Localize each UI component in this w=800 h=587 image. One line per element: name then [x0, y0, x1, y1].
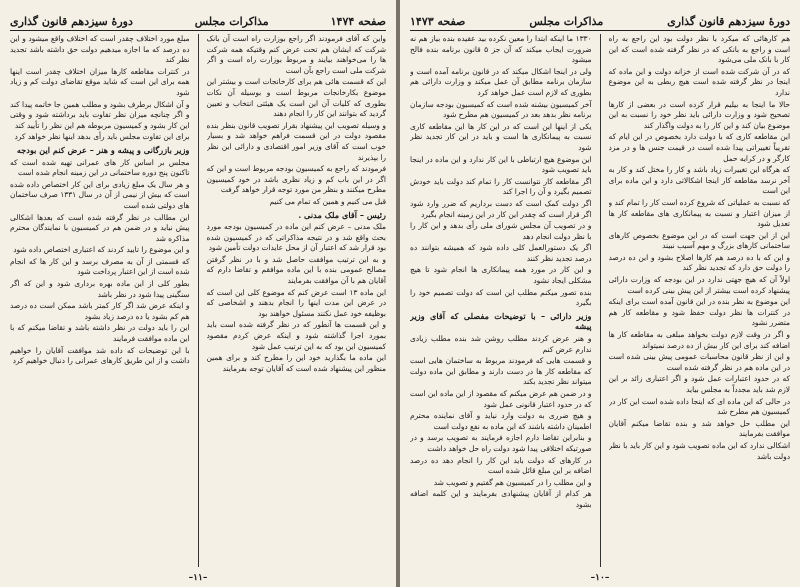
paragraph: این که قسمت هائی هم برای کارخانجات است و بیشتر این موضوع بکارخانجات مربوط است و بوسیله آن نکات بطوری که کلیات آن این است یک هیئتی انتخاب و تعیین گردید که بتوانند این کار را انجام دهند — [206, 77, 386, 119]
page-left — [0, 0, 396, 587]
speaker-heading: وزیر دارائی – با توضیحات مفصلی که آقای وزیر پیشه — [410, 310, 592, 332]
paragraph: این ماده ۱۳ است عرض کنم که موضوع کلی این است که در عرض این مدت اینها را انجام بدهند و اشخاصی که بوظیفه خود عمل نکنند مسئول خواهند بود — [206, 287, 386, 318]
paragraph: که قسمتی از آن به مصرف برسد و این کار ها که انجام شده است از این اعتبار پرداخت شود — [10, 256, 190, 277]
page-header — [410, 8, 790, 31]
paragraph: بنده تصور میکنم مطلب این است که دولت تصمیم خود را بگیرد — [410, 287, 592, 308]
header-title: مذاکرات مجلس — [529, 15, 604, 28]
header-title: مذاکرات مجلس — [194, 15, 269, 28]
paragraph: و اگر در وقت لازم دولت بخواهد مبلغی به مقاطعه کار ها اضافه کند برای این کار بیش از ده درصد نمیتواند — [608, 330, 790, 350]
paragraph: و هر سال یک مبلغ زیادی برای این کار اختصاص داده شده است که بیش از نیمی از آن در سال ۱۳۳۱ صرف ساختمان های دولتی شده است — [10, 179, 190, 210]
page-footer-number: –۱۰– — [590, 573, 610, 583]
paragraph: و وسیله تصویب این پیشنهاد بقرار تصویب قانون بنظر بنده مقصود دولت در این قسمت فراهم خواهد شد و بسیار خوب است که آقای وزیر امور اقتصادی و دارائی این نظر را بپذیرند — [206, 120, 386, 162]
paragraph: با این توضیحات که داده شد موافقت آقایان را خواهیم داشت و از این طریق کارهای عمرانی را دنبال خواهیم کرد — [10, 345, 190, 366]
paragraph: و در تصویب آن مجلس شورای ملی رأی بدهد و این کار را با نظر دولت انجام دهد — [410, 221, 592, 241]
paragraph: که نسبت به عملیاتی که شروع کرده است کار را تمام کند و از میزان اعتبار و نسبت به پیمانکاری های مقاطعه کار ها تعدیل شود — [608, 197, 790, 229]
paragraph: و به این ترتیب موافقت حاصل شد و با در نظر گرفتن مصالح عمومی بنده با این ماده موافقم و تقاضا دارم که آقایان هم با آن موافقت بفرمایند — [206, 254, 386, 286]
column-right — [609, 34, 791, 567]
header-session: دورهٔ سیزدهم قانون گذاری — [10, 15, 133, 28]
page-number: صفحه ۱۴۷۳ — [410, 15, 466, 28]
paragraph: در کارهای که دولت باید این کار را انجام دهد ده درصد اضافه بر این مبلغ قائل شده است — [410, 455, 592, 476]
paragraph: حالا ما اینجا به بیلیم قرار کرده است در بعضی از کارها تصحیح شود و وزارت دارائی باید نظر خود را نسبت به این موضوع بیان کند و این کار را به دولت واگذار کند — [608, 99, 790, 130]
page-footer-number: –۱۱– — [188, 573, 208, 583]
paragraph: و این که با ده درصد هم کارها اصلاح بشود و این ده درصد را دولت حق دارد که تجدید نظر کند — [608, 252, 790, 273]
paragraph: ولی در اینجا اشکال میکند که در قانون برنامه آمده است و سازمان برنامه مطابق آن عمل میکند و وزارت دارائی هم بطوری که لازم است عمل خواهد کرد — [410, 66, 592, 97]
paragraph: هر کدام از آقایان پیشنهادی بفرمایند و این کلمه اضافه بشود — [410, 489, 592, 509]
paragraph: بطور کلی از این ماده بهره برداری شود و این که اگر سنگینی پیدا شود در نظر باشد — [10, 279, 190, 299]
paragraph: و اینکه عرض شد اگر کار کمتر باشد ممکن است ده درصد هم کم بشود یا ده درصد زیاد بشود — [10, 301, 190, 321]
paragraph: آخر کمیسیون بیشنه شده است که کمیسیون بودجه سازمان برنامه نظر بدهد بعد در کمیسیون هم مطرح شود — [410, 99, 592, 120]
paragraph: مبلغ مورد اختلاف چقدر است که اختلاف واقع میشود و این ده درصد که ما اجازه میدهیم دولت حق داشته باشد تجدید نظر کند — [10, 34, 190, 65]
paragraph: که در آن شرکت شده است از خزانه دولت و این ماده که اینجا در نظر گرفته شده است هیچ ربطی به این موضوع ندارد — [608, 66, 790, 97]
paragraph: این ماده ما بگذارید خود این را مطرح کند و برای همین منظور این پیشنهاد شده است که آقایان توجه بفرمایند — [206, 353, 386, 373]
column-right — [207, 34, 387, 567]
column-divider — [600, 34, 601, 567]
paragraph: هم کارهائی که میکرد با نظر دولت بود این راجع به راه است و راجع به بانکی که در نظر گرفته شده است که این کار با بانک ملی می‌شود — [608, 34, 790, 65]
paragraph: اولاً آن که هیچ جهتی ندارد در این بودجه که وزارت دارائی پیشنهاد کرده است بیشتر از این پیش بینی کرده است — [608, 275, 790, 295]
paragraph: اگر یک دستورالعمل کلی داده شود که همیشه بتوانند ده درصد تجدید نظر کنند — [410, 243, 592, 263]
paragraph: یکی از اینها این است که در این کار ها این مقاطعه کاری نسبت به پیمانکاری ها است و باید در این کار تجدید نظر شود — [410, 121, 592, 152]
paragraph: اگر دولت کمک است که دست برداریم که ضرر وارد شود اگر قرار است که چقدر این کار در این زمینه انجام بگیرد — [410, 198, 592, 219]
column-left — [410, 34, 592, 567]
paragraph: و این مطلب را در کمیسیون هم گفتیم و تصویب شد — [433, 477, 592, 487]
paragraph: و این کار در مورد همه پیمانکاری ها انجام شود تا هیچ مشکلی ایجاد نشود — [410, 265, 592, 286]
paragraph: و این از نظر قانون محاسبات عمومی پیش بینی شده است در این ماده هم در نظر گرفته شده است — [608, 352, 790, 372]
paragraph: و آن اشکال برطرف بشود و مطلب همین جا خاتمه پیدا کند و اگر چنانچه میزان نظر تفاوت باید برداشته شود و وقتی این کار بشود و کمیسیون مربوطه هم این نظر را تأیید کند — [10, 99, 190, 130]
paragraph: که در حدود اعتبارات عمل شود و اگر اعتباری زائد بر این لازم شد باید مجدداً به مجلس بیاید — [608, 374, 790, 394]
paragraph: فرمودند که راجع به کمیسیون بودجه مربوط است و این که اگر در این باب کم و زیاد نظری باشد در خود کمیسیون مطرح میکنند و بنظر من مورد توجه قرار خواهد گرفت — [206, 164, 386, 195]
paragraph: و این قسمت ها آنطور که در نظر گرفته شده است باید بمورد اجرا گذاشته شود و اینکه عرض کردم مقصود کمیسیون این بود که به این ترتیب عمل شود — [206, 320, 386, 351]
page-number: صفحه ۱۴۷۴ — [330, 15, 386, 28]
paragraph: اشکالی ندارد که این ماده تصویب شود و این کار باید با نظر دولت باشد — [608, 440, 790, 461]
paragraph: در کنترات مقاطعه کارها میزان اختلاف چقدر است اینها همه برای این است که شاید موقع تقاضای دولت کم و زیاد شود — [10, 66, 190, 97]
column-divider — [198, 34, 199, 567]
paragraph: که هرگاه این تغییرات زیاد باشد و کار را مختل کند و کار به آخر نرسد مقاطعه کار اینجا اشکالاتی دارد و این ماده برای این است — [608, 165, 790, 196]
paragraph: این مطلب حل خواهد شد و بنده تقاضا میکنم آقایان موافقت بفرمایند — [608, 418, 790, 439]
speaker-heading: رئیس – آقای ملک مدنی . — [298, 209, 386, 220]
column-left — [10, 34, 190, 567]
text-columns — [10, 34, 386, 567]
text-columns — [410, 34, 790, 567]
paragraph: و هیچ ضرری به دولت وارد نیاید و آقای نماینده محترم اطمینان داشته باشند که این ماده به نفع دولت است — [410, 411, 592, 431]
page-header — [10, 8, 386, 31]
paragraph: قبل می کنیم و همین که تمام می کنیم — [269, 196, 386, 206]
paragraph: در حالی که این ماده ای که اینجا داده شده است این کار در کمیسیون هم مطرح شد — [608, 396, 790, 417]
paragraph: و بنابراین تقاضا دارم اجازه فرمایند به تصویب برسد و در صورتیکه اختلافی پیدا شود دولت راه حل خواهد داشت — [410, 433, 592, 453]
paragraph: و در ضمن هم عرض میکنم که مقصود از این ماده این است که در حدود اعتبار قانونی عمل شود — [410, 389, 592, 409]
paragraph: واین که آقای فرمودند اگر راجع بوزارت راه است آن بانک شرکت که ایشان هم تحت عرض کنم وقتیکه همه شرکت ها را می‌خواهند بیایند و مربوط بوزارت راه است و اگر شرکت ملی است راجع بآن است — [206, 34, 386, 75]
paragraph: این موضوع به نظر بنده در این قانون آمده است برای اینکه در کنترات ها نظر دولت حفظ شود و مقاطعه کار هم متضرر نشود — [608, 297, 790, 328]
paragraph: و قسمت هایی که فرمودند مربوط به ساختمان هایی است که مقاطعه کار ها در دست دارند و مطابق این ماده دولت میتواند نظر تجدید بکند — [410, 356, 592, 387]
page-right — [400, 0, 800, 587]
speaker-heading: وزیر بازرگانی و پیشه و هنر – عرض کنم این بودجه — [16, 144, 190, 155]
paragraph: و این موضوع را تایید کردند که اعتباری اختصاص داده شود — [13, 245, 190, 255]
paragraph: ملک مدنی – عرض کنم این ماده در کمیسیون بودجه مورد بحث واقع شد و در نتیجه مذاکراتی که در کمیسیون شده بود قرار شد که اعتبار آن از محل عایدات دولت تأمین شود — [206, 222, 386, 253]
paragraph: ۱۳۳۰ ما اینکه ابتدا را معین نکرده بید عقیده بنده بیاز هم نه ضرورت ایجاب میکند که آن جز ۵ قانون برنامه بنده فالح میشود — [410, 34, 592, 65]
paragraph: این موضوع هیچ ارتباطی با این کار ندارد و این ماده در اینجا باید تصویب شود — [410, 154, 592, 175]
paragraph: این مقاطعه کاری که با دولت دارد بخصوص در این ایام که تقریباً تغییراتی پیدا شده است در قیمت جنس ها و در مزد کارگر و در کرایه حمل — [608, 132, 790, 163]
paragraph: و هنر عرض کردند مطلب روشن شد بنده مطلب زیادی ندارم عرض کنم — [410, 334, 592, 354]
paragraph: اگر مقاطعه کار نتوانست کار را تمام کند دولت باید خودش تصمیم بگیرد و آن را اجرا کند — [410, 176, 592, 197]
paragraph: این را باید دولت در نظر داشته باشد و تقاضا میکنم که با این ماده موافقت فرمایند — [10, 323, 190, 344]
paragraph: مجلس بر اساس کار های عمرانی تهیه شده است که تاکنون پنج دوره ساختمانی در این زمینه انجام شده است — [10, 157, 190, 178]
header-session: دورهٔ سیزدهم قانون گذاری — [667, 15, 790, 28]
paragraph: برای این تفاوت مجلس باید رأی بدهد اینها نظر خواهد کرد — [14, 132, 190, 142]
paragraph: این مطالب در نظر گرفته شده است که بعدها اشکالی پیش نیاید و در ضمن هم در کمیسیون با نمایندگان محترم مذاکره شد — [10, 212, 190, 243]
paragraph: این از این جهت است که در این موضوع بخصوص کارهای ساختمانی کارهای بزرگ و مهم آسیب نبیند — [608, 230, 790, 251]
